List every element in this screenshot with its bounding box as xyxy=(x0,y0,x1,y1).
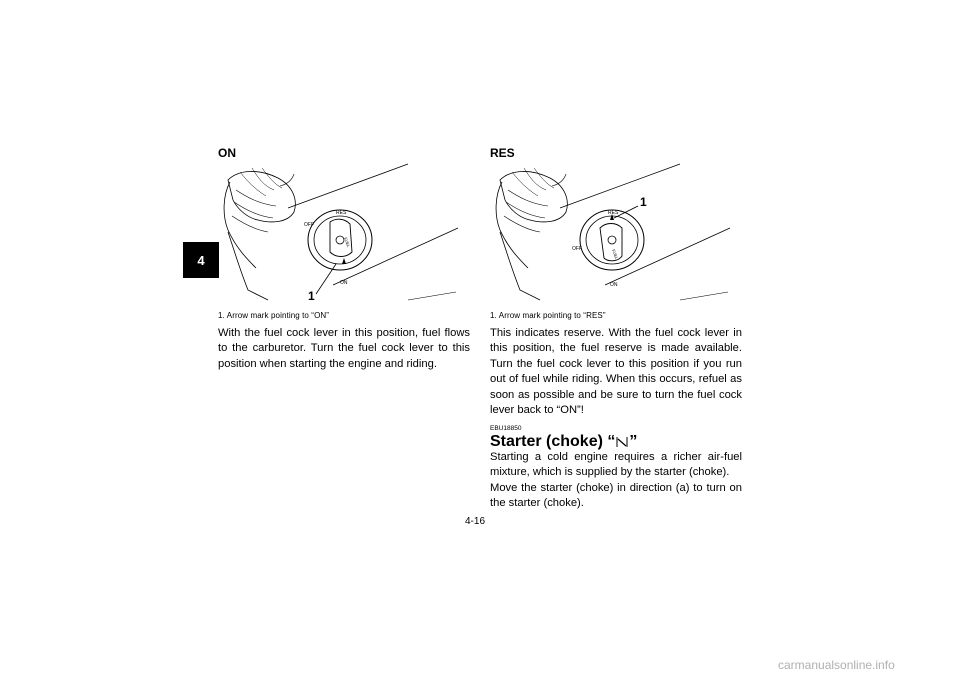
section-title xyxy=(490,433,637,451)
figure-label-on: ON xyxy=(610,282,618,288)
section-title-prefix: Starter (choke) “ xyxy=(490,433,616,450)
figure-label-res: RES xyxy=(608,210,619,216)
left-body: With the fuel cock lever in this position, fuel flows to the carburetor. Turn the fuel cock lever to this position when starting the engine and riding. xyxy=(218,327,470,370)
figure-label-off: OFF xyxy=(304,222,314,228)
footer-watermark: carmanualsonline.info xyxy=(778,658,895,672)
figure-label-fuel: FUEL xyxy=(343,236,352,248)
figure-callout-1: 1 xyxy=(640,195,647,209)
fuel-cock-on-figure xyxy=(218,160,463,308)
section-title-suffix: ” xyxy=(629,433,638,450)
page-number: 4-16 xyxy=(465,516,486,527)
left-caption: 1. Arrow mark pointing to “ON” xyxy=(218,311,330,320)
right-heading: RES xyxy=(490,146,515,160)
figure-label-res: RES xyxy=(336,210,347,216)
right-caption: 1. Arrow mark pointing to “RES” xyxy=(490,311,606,320)
figure-label-off: OFF xyxy=(572,246,582,252)
fuel-cock-res-figure xyxy=(490,160,735,308)
section-body-2: Move the starter (choke) in direction (a) to turn on the starter (choke). xyxy=(490,482,742,510)
chapter-tab: 4 xyxy=(183,242,219,278)
right-body: This indicates reserve. With the fuel cock lever in this position, the fuel reserve is made available. Turn the fuel cock lever to this position if you run out of fuel while riding. When this occurs, refuel as soon as possible and be sure to turn the fuel cock lever back to “ON”! xyxy=(490,327,742,417)
figure-callout-1: 1 xyxy=(308,289,315,303)
figure-label-on: ON xyxy=(340,280,348,286)
left-heading: ON xyxy=(218,146,236,160)
section-body-1: Starting a cold engine requires a richer air-fuel mixture, which is supplied by the starter (choke). xyxy=(490,451,742,479)
figure-label-fuel: FUEL xyxy=(611,248,620,260)
choke-icon xyxy=(615,435,629,449)
section-code: EBU18850 xyxy=(490,425,522,432)
